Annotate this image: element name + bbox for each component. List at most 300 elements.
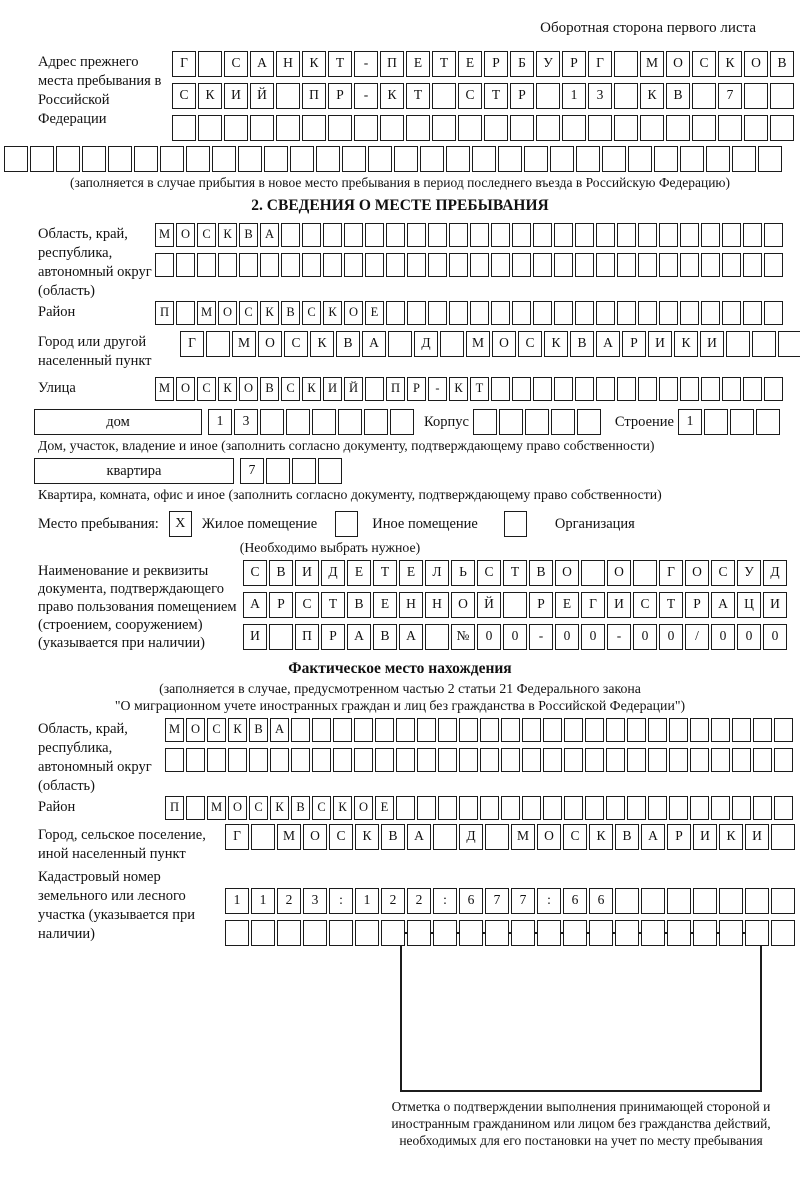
char-cell[interactable]: В [529,560,553,586]
char-cell[interactable] [730,409,754,435]
char-cell[interactable] [291,718,310,742]
char-cell[interactable]: Д [414,331,438,357]
char-cell[interactable] [585,748,604,772]
char-cell[interactable] [302,223,321,247]
char-cell[interactable] [251,920,275,946]
checkbox-other-premises[interactable] [335,511,358,537]
char-cell[interactable] [711,748,730,772]
char-cell[interactable] [732,718,751,742]
char-cell[interactable] [758,146,782,172]
char-cell[interactable]: К [310,331,334,357]
char-cell[interactable] [774,718,793,742]
char-cell[interactable] [323,253,342,277]
char-cell[interactable] [669,796,688,820]
char-cell[interactable] [614,51,638,77]
char-cell[interactable]: М [207,796,226,820]
char-cell[interactable] [333,748,352,772]
char-cell[interactable]: С [302,301,321,325]
char-cell[interactable] [212,146,236,172]
char-cell[interactable]: Е [406,51,430,77]
char-cell[interactable]: Г [581,592,605,618]
char-cell[interactable]: С [563,824,587,850]
char-cell[interactable] [329,920,353,946]
char-cell[interactable]: О [258,331,282,357]
char-cell[interactable] [743,223,762,247]
char-cell[interactable] [692,115,716,141]
char-cell[interactable]: В [336,331,360,357]
char-cell[interactable]: Е [365,301,384,325]
char-cell[interactable]: К [380,83,404,109]
char-cell[interactable]: Г [659,560,683,586]
char-cell[interactable] [396,748,415,772]
char-cell[interactable] [459,718,478,742]
char-cell[interactable]: Д [763,560,787,586]
char-cell[interactable]: К [589,824,613,850]
char-cell[interactable] [669,748,688,772]
char-cell[interactable] [575,253,594,277]
char-cell[interactable] [428,223,447,247]
char-cell[interactable] [602,146,626,172]
char-cell[interactable] [648,718,667,742]
char-cell[interactable] [354,718,373,742]
char-cell[interactable] [407,301,426,325]
char-cell[interactable]: 6 [459,888,483,914]
char-cell[interactable]: 2 [407,888,431,914]
char-cell[interactable] [585,718,604,742]
char-cell[interactable]: Т [659,592,683,618]
char-cell[interactable]: К [674,331,698,357]
char-cell[interactable] [690,718,709,742]
char-cell[interactable] [641,920,665,946]
char-cell[interactable] [659,377,678,401]
char-cell[interactable]: М [277,824,301,850]
char-cell[interactable] [627,718,646,742]
char-cell[interactable] [732,146,756,172]
char-cell[interactable] [218,253,237,277]
char-cell[interactable]: - [354,51,378,77]
char-cell[interactable] [438,796,457,820]
char-cell[interactable]: М [511,824,535,850]
char-cell[interactable] [440,331,464,357]
char-cell[interactable] [722,223,741,247]
char-cell[interactable] [501,796,520,820]
char-cell[interactable] [701,377,720,401]
char-cell[interactable] [774,748,793,772]
char-cell[interactable] [615,888,639,914]
char-cell[interactable]: К [260,301,279,325]
char-cell[interactable] [633,560,657,586]
char-cell[interactable] [388,331,412,357]
char-cell[interactable] [328,115,352,141]
char-cell[interactable]: Г [588,51,612,77]
char-cell[interactable] [533,377,552,401]
char-cell[interactable] [344,223,363,247]
char-cell[interactable]: М [155,223,174,247]
char-cell[interactable] [543,748,562,772]
char-cell[interactable]: Д [321,560,345,586]
char-cell[interactable] [512,253,531,277]
char-cell[interactable] [386,223,405,247]
char-cell[interactable] [638,377,657,401]
char-cell[interactable]: И [323,377,342,401]
char-cell[interactable] [606,796,625,820]
char-cell[interactable] [355,920,379,946]
char-cell[interactable] [270,748,289,772]
char-cell[interactable] [744,115,768,141]
char-cell[interactable] [425,624,449,650]
char-cell[interactable] [396,718,415,742]
char-cell[interactable] [238,146,262,172]
char-cell[interactable]: : [433,888,457,914]
char-cell[interactable] [276,83,300,109]
char-cell[interactable] [512,223,531,247]
char-cell[interactable] [667,920,691,946]
char-cell[interactable] [312,748,331,772]
char-cell[interactable] [564,748,583,772]
char-cell[interactable]: Н [276,51,300,77]
char-cell[interactable] [449,301,468,325]
char-cell[interactable]: 1 [562,83,586,109]
char-cell[interactable] [290,146,314,172]
char-cell[interactable]: С [197,377,216,401]
char-cell[interactable]: 7 [511,888,535,914]
char-cell[interactable]: С [477,560,501,586]
char-cell[interactable] [473,409,497,435]
char-cell[interactable] [198,115,222,141]
char-cell[interactable] [771,888,795,914]
char-cell[interactable] [764,253,783,277]
char-cell[interactable] [659,301,678,325]
char-cell[interactable]: Й [250,83,274,109]
char-cell[interactable] [386,301,405,325]
char-cell[interactable]: К [449,377,468,401]
char-cell[interactable]: К [719,824,743,850]
char-cell[interactable] [537,920,561,946]
char-cell[interactable]: 1 [678,409,702,435]
char-cell[interactable]: 2 [277,888,301,914]
char-cell[interactable]: 7 [718,83,742,109]
char-cell[interactable] [753,748,772,772]
char-cell[interactable] [722,377,741,401]
char-cell[interactable] [417,748,436,772]
char-cell[interactable] [640,115,664,141]
char-cell[interactable] [522,796,541,820]
char-cell[interactable] [354,748,373,772]
char-cell[interactable] [606,748,625,772]
char-cell[interactable]: В [281,301,300,325]
char-cell[interactable] [470,253,489,277]
char-cell[interactable] [449,253,468,277]
char-cell[interactable] [596,223,615,247]
char-cell[interactable] [292,458,316,484]
char-cell[interactable] [719,920,743,946]
char-cell[interactable]: О [176,223,195,247]
char-cell[interactable]: Р [529,592,553,618]
char-cell[interactable] [617,253,636,277]
char-cell[interactable] [432,83,456,109]
char-cell[interactable]: О [354,796,373,820]
char-cell[interactable]: К [218,223,237,247]
char-cell[interactable]: Т [373,560,397,586]
char-cell[interactable] [753,796,772,820]
char-cell[interactable]: Й [477,592,501,618]
char-cell[interactable]: Р [685,592,709,618]
char-cell[interactable] [228,748,247,772]
char-cell[interactable] [354,115,378,141]
char-cell[interactable] [771,920,795,946]
char-cell[interactable]: А [243,592,267,618]
char-cell[interactable]: В [249,718,268,742]
char-cell[interactable] [281,223,300,247]
char-cell[interactable]: Р [622,331,646,357]
char-cell[interactable] [606,718,625,742]
char-cell[interactable] [458,115,482,141]
char-cell[interactable] [498,146,522,172]
char-cell[interactable] [484,115,508,141]
char-cell[interactable] [449,223,468,247]
char-cell[interactable] [690,796,709,820]
char-cell[interactable] [512,301,531,325]
char-cell[interactable] [564,718,583,742]
char-cell[interactable] [770,115,794,141]
char-cell[interactable] [459,748,478,772]
char-cell[interactable]: Р [328,83,352,109]
char-cell[interactable]: О [555,560,579,586]
char-cell[interactable] [499,409,523,435]
char-cell[interactable]: И [243,624,267,650]
char-cell[interactable] [563,920,587,946]
char-cell[interactable]: С [692,51,716,77]
char-cell[interactable]: С [172,83,196,109]
char-cell[interactable] [406,115,430,141]
char-cell[interactable]: О [492,331,516,357]
char-cell[interactable]: М [155,377,174,401]
char-cell[interactable]: 1 [208,409,232,435]
char-cell[interactable] [745,920,769,946]
char-cell[interactable] [251,824,275,850]
char-cell[interactable]: Е [555,592,579,618]
char-cell[interactable]: И [295,560,319,586]
char-cell[interactable] [617,301,636,325]
char-cell[interactable] [396,796,415,820]
char-cell[interactable] [480,796,499,820]
char-cell[interactable] [588,115,612,141]
char-cell[interactable]: : [329,888,353,914]
char-cell[interactable] [390,409,414,435]
char-cell[interactable] [745,888,769,914]
char-cell[interactable] [711,718,730,742]
char-cell[interactable] [394,146,418,172]
char-cell[interactable]: 0 [763,624,787,650]
char-cell[interactable] [472,146,496,172]
char-cell[interactable]: - [529,624,553,650]
char-cell[interactable] [206,331,230,357]
char-cell[interactable]: О [344,301,363,325]
char-cell[interactable]: - [354,83,378,109]
char-cell[interactable]: Г [180,331,204,357]
char-cell[interactable] [316,146,340,172]
char-cell[interactable] [575,377,594,401]
char-cell[interactable] [732,748,751,772]
char-cell[interactable] [368,146,392,172]
char-cell[interactable]: К [718,51,742,77]
char-cell[interactable]: О [451,592,475,618]
char-cell[interactable]: / [685,624,709,650]
char-cell[interactable]: К [218,377,237,401]
char-cell[interactable]: Е [347,560,371,586]
char-cell[interactable] [554,253,573,277]
checkbox-residential[interactable]: X [169,511,192,537]
char-cell[interactable] [732,796,751,820]
char-cell[interactable]: В [381,824,405,850]
char-cell[interactable] [344,253,363,277]
char-cell[interactable]: С [249,796,268,820]
char-cell[interactable]: А [250,51,274,77]
char-cell[interactable]: Н [399,592,423,618]
char-cell[interactable]: Д [459,824,483,850]
char-cell[interactable]: В [615,824,639,850]
char-cell[interactable] [638,301,657,325]
char-cell[interactable] [432,115,456,141]
char-cell[interactable] [338,409,362,435]
char-cell[interactable] [501,718,520,742]
char-cell[interactable] [596,301,615,325]
char-cell[interactable] [30,146,54,172]
char-cell[interactable]: Р [484,51,508,77]
char-cell[interactable]: 7 [485,888,509,914]
char-cell[interactable]: П [380,51,404,77]
char-cell[interactable] [666,115,690,141]
char-cell[interactable] [774,796,793,820]
char-cell[interactable]: С [224,51,248,77]
char-cell[interactable] [4,146,28,172]
char-cell[interactable] [333,718,352,742]
char-cell[interactable]: С [711,560,735,586]
char-cell[interactable] [375,748,394,772]
char-cell[interactable]: С [239,301,258,325]
char-cell[interactable] [627,748,646,772]
char-cell[interactable]: Л [425,560,449,586]
char-cell[interactable]: Т [503,560,527,586]
char-cell[interactable] [276,115,300,141]
char-cell[interactable]: Г [225,824,249,850]
char-cell[interactable] [638,253,657,277]
char-cell[interactable]: 0 [503,624,527,650]
char-cell[interactable] [690,748,709,772]
char-cell[interactable] [743,377,762,401]
char-cell[interactable] [186,748,205,772]
char-cell[interactable] [446,146,470,172]
char-cell[interactable] [312,409,336,435]
char-cell[interactable] [491,253,510,277]
char-cell[interactable]: К [544,331,568,357]
char-cell[interactable] [381,920,405,946]
char-cell[interactable] [438,718,457,742]
char-cell[interactable] [420,146,444,172]
char-cell[interactable] [197,253,216,277]
char-cell[interactable]: П [165,796,184,820]
char-cell[interactable]: 0 [581,624,605,650]
char-cell[interactable]: П [155,301,174,325]
char-cell[interactable] [318,458,342,484]
char-cell[interactable] [459,920,483,946]
char-cell[interactable] [550,146,574,172]
char-cell[interactable] [659,253,678,277]
char-cell[interactable] [269,624,293,650]
char-cell[interactable] [266,458,290,484]
char-cell[interactable]: О [537,824,561,850]
char-cell[interactable] [438,748,457,772]
char-cell[interactable]: - [428,377,447,401]
char-cell[interactable] [286,409,310,435]
char-cell[interactable]: П [302,83,326,109]
char-cell[interactable] [303,920,327,946]
char-cell[interactable] [562,115,586,141]
char-cell[interactable] [564,796,583,820]
char-cell[interactable]: А [711,592,735,618]
char-cell[interactable]: Р [269,592,293,618]
char-cell[interactable] [323,223,342,247]
char-cell[interactable] [176,301,195,325]
char-cell[interactable]: О [228,796,247,820]
char-cell[interactable] [264,146,288,172]
char-cell[interactable]: И [763,592,787,618]
char-cell[interactable] [375,718,394,742]
char-cell[interactable]: Т [470,377,489,401]
char-cell[interactable]: У [536,51,560,77]
char-cell[interactable]: Е [458,51,482,77]
char-cell[interactable]: К [198,83,222,109]
char-cell[interactable] [291,748,310,772]
char-cell[interactable] [491,377,510,401]
char-cell[interactable]: 3 [303,888,327,914]
char-cell[interactable] [596,377,615,401]
char-cell[interactable] [771,824,795,850]
char-cell[interactable]: 1 [225,888,249,914]
char-cell[interactable]: А [641,824,665,850]
char-cell[interactable]: С [281,377,300,401]
char-cell[interactable]: С [284,331,308,357]
char-cell[interactable] [743,301,762,325]
char-cell[interactable] [480,718,499,742]
char-cell[interactable] [533,253,552,277]
char-cell[interactable] [302,115,326,141]
char-cell[interactable]: В [770,51,794,77]
char-cell[interactable]: П [295,624,319,650]
char-cell[interactable]: К [355,824,379,850]
char-cell[interactable] [543,718,562,742]
char-cell[interactable]: А [347,624,371,650]
char-cell[interactable]: В [666,83,690,109]
char-cell[interactable] [770,83,794,109]
char-cell[interactable] [365,253,384,277]
char-cell[interactable]: 1 [355,888,379,914]
char-cell[interactable]: Й [344,377,363,401]
char-cell[interactable] [596,253,615,277]
char-cell[interactable] [585,796,604,820]
char-cell[interactable]: В [373,624,397,650]
char-cell[interactable] [207,748,226,772]
char-cell[interactable]: М [640,51,664,77]
char-cell[interactable] [701,223,720,247]
char-cell[interactable] [342,146,366,172]
char-cell[interactable] [778,331,800,357]
char-cell[interactable] [693,888,717,914]
char-cell[interactable]: Т [328,51,352,77]
char-cell[interactable] [589,920,613,946]
char-cell[interactable] [260,409,284,435]
char-cell[interactable]: П [386,377,405,401]
